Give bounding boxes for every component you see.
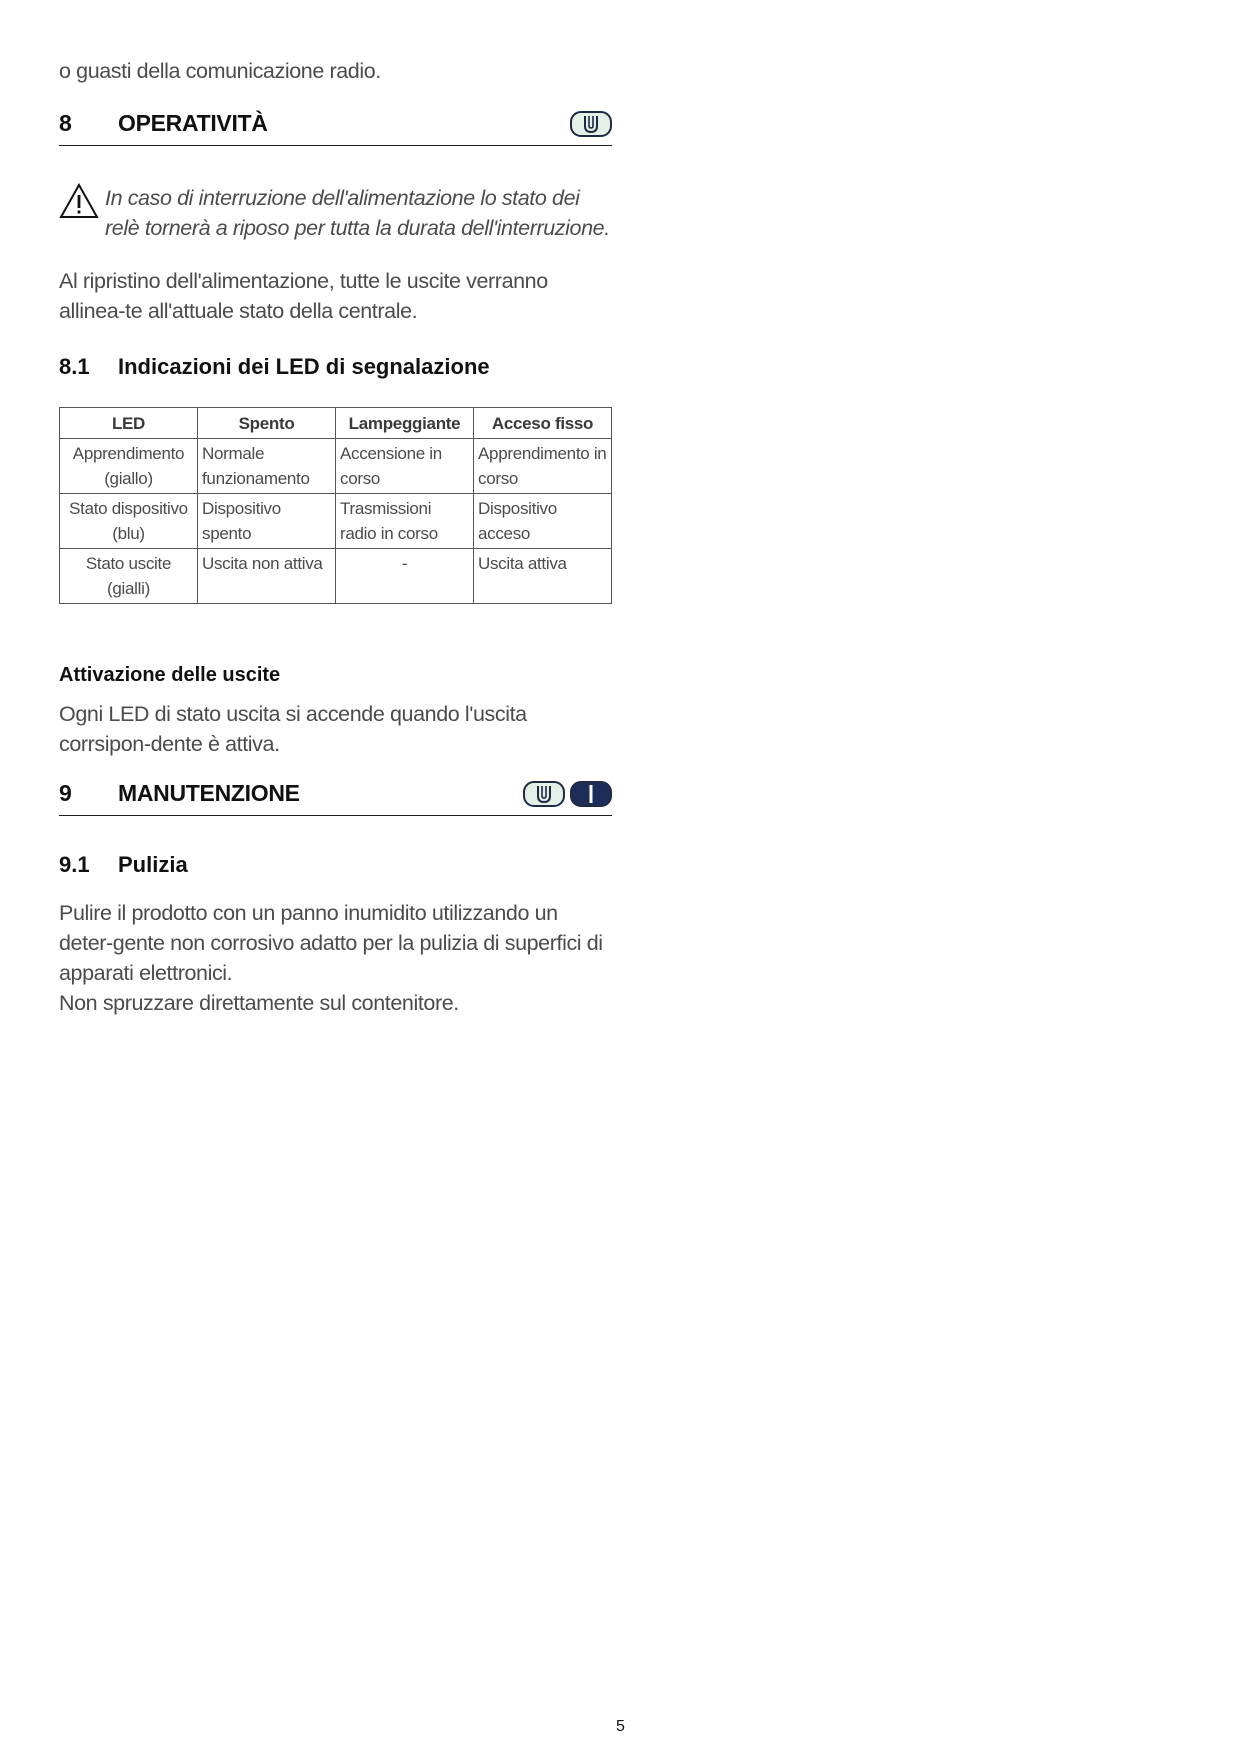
table-row <box>60 494 612 549</box>
table-cell: Apprendimento (giallo) <box>60 439 198 494</box>
column-header: LED <box>60 408 198 439</box>
installer-icon <box>570 781 612 807</box>
column-header: Acceso fisso <box>474 408 612 439</box>
section-8-heading <box>59 110 612 146</box>
table-cell: Dispositivo spento <box>198 494 336 549</box>
cleaning-text: Pulire il prodotto con un panno inumidito utilizzando un deter-gente non corrosivo adatto per la pulizia di superfici di apparati elettronici. <box>59 901 603 985</box>
table-cell: Dispositivo acceso <box>474 494 612 549</box>
column-header: Spento <box>198 408 336 439</box>
subsection-number: 9.1 <box>59 852 90 877</box>
role-icons <box>523 781 612 807</box>
led-table <box>59 407 612 604</box>
table-cell: Apprendimento in corso <box>474 439 612 494</box>
table-cell: Stato dispositivo (blu) <box>60 494 198 549</box>
table-cell: - <box>336 549 474 604</box>
subsection-number: 8.1 <box>59 354 90 379</box>
activation-title: Attivazione delle uscite <box>59 664 281 686</box>
table-cell: Uscita non attiva <box>198 549 336 604</box>
section-title: MANUTENZIONE <box>118 780 300 806</box>
restore-paragraph: Al ripristino dell'alimentazione, tutte le uscite verranno allinea-te all'attuale stato della centrale. <box>59 269 548 323</box>
user-icon <box>523 781 565 807</box>
table-cell: Accensione in corso <box>336 439 474 494</box>
column-header: Lampeggiante <box>336 408 474 439</box>
intro-text: o guasti della comunicazione radio. <box>59 59 381 83</box>
section-number: 9 <box>59 780 72 806</box>
table-cell: Normale funzionamento <box>198 439 336 494</box>
table-row <box>60 439 612 494</box>
page-number: 5 <box>616 1718 625 1735</box>
role-icons <box>570 111 612 137</box>
warning-note <box>59 183 612 243</box>
cleaning-warning-text: Non spruzzare direttamente sul contenitore. <box>59 991 459 1015</box>
warning-text: In caso di interruzione dell'alimentazione lo stato dei relè tornerà a riposo per tutta la durata dell'interruzione. <box>105 186 610 240</box>
subsection-title: Pulizia <box>118 852 188 877</box>
section-title: OPERATIVITÀ <box>118 110 268 136</box>
table-cell: Stato uscite (gialli) <box>60 549 198 604</box>
section-9-1-heading <box>59 852 612 878</box>
table-cell: Uscita attiva <box>474 549 612 604</box>
user-icon <box>570 111 612 137</box>
section-9-heading <box>59 780 612 816</box>
table-row <box>60 549 612 604</box>
table-header-row <box>60 408 612 439</box>
subsection-title: Indicazioni dei LED di segnalazione <box>118 354 490 379</box>
section-number: 8 <box>59 110 72 136</box>
section-8-1-heading <box>59 354 612 380</box>
warning-triangle-icon <box>59 183 105 243</box>
table-cell: Trasmissioni radio in corso <box>336 494 474 549</box>
activation-text: Ogni LED di stato uscita si accende quando l'uscita corrsipon-dente è attiva. <box>59 702 527 756</box>
